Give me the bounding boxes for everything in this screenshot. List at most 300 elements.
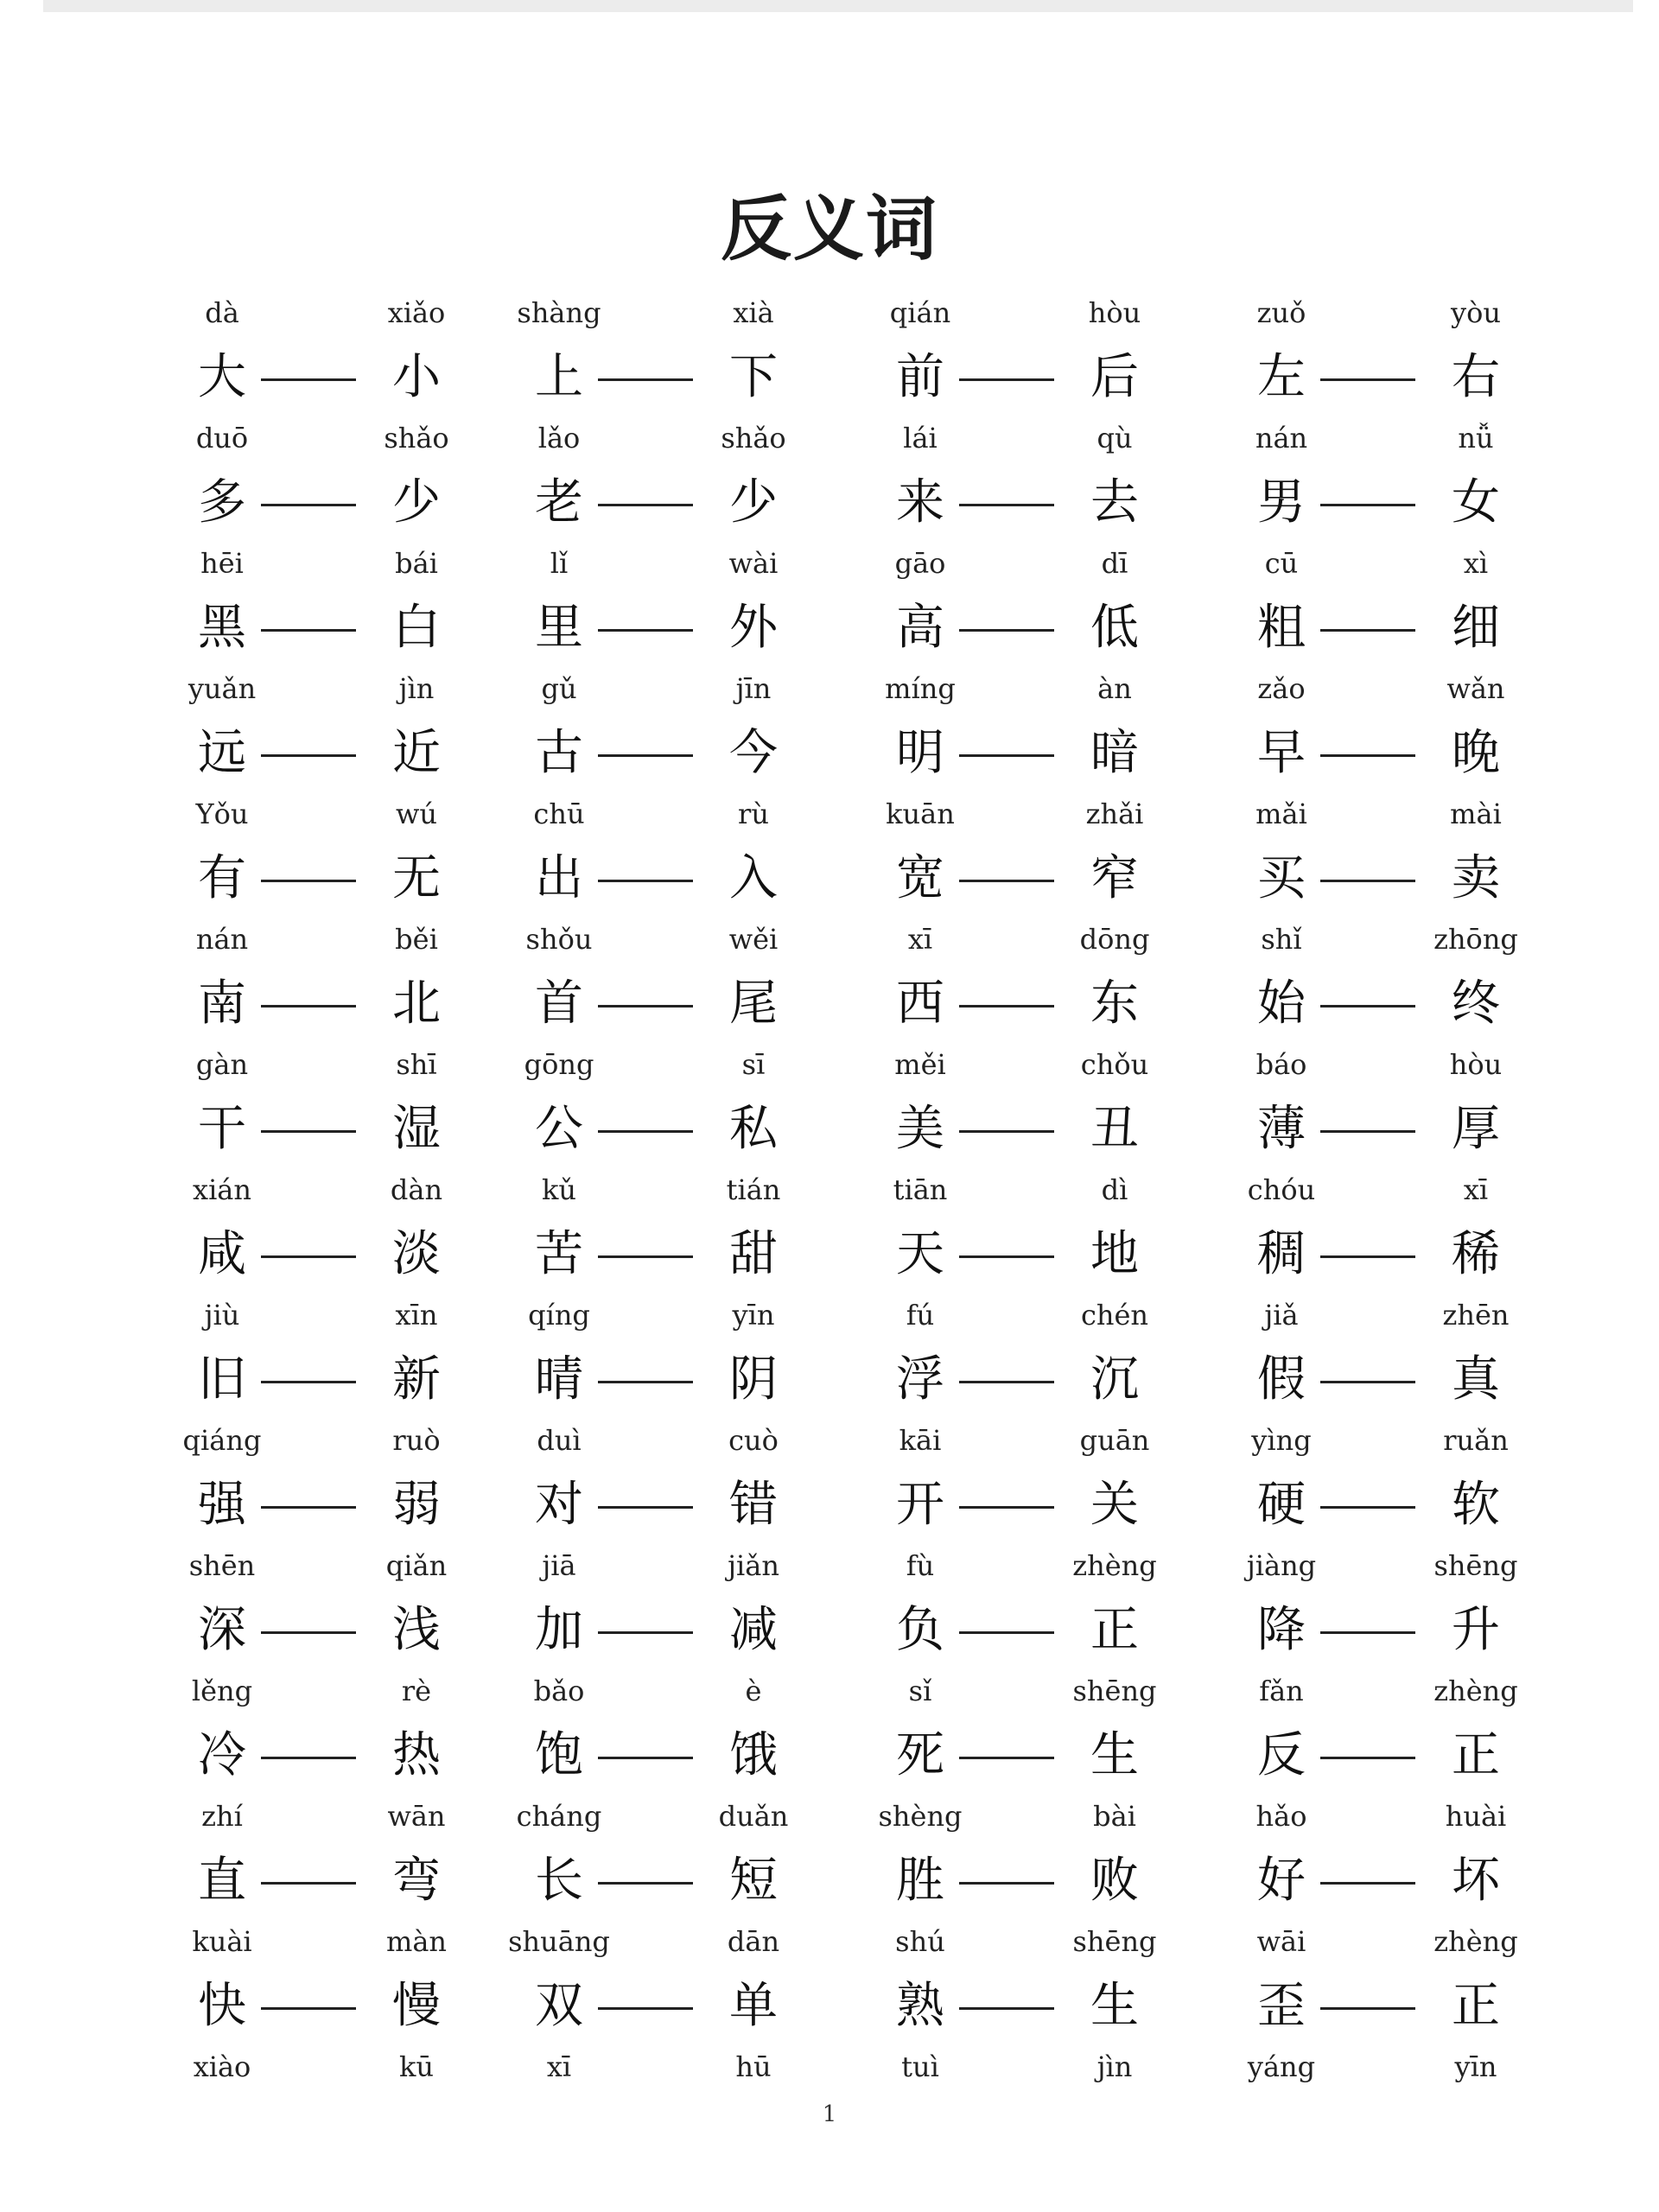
dash-separator bbox=[261, 1099, 356, 1160]
character-first: 男 bbox=[1257, 474, 1306, 531]
antonym-row bbox=[0, 1674, 1659, 1799]
pinyin-second: jiǎn bbox=[728, 1549, 779, 1582]
character-second: 正 bbox=[1090, 1602, 1139, 1658]
pinyin-first: hǎo bbox=[1255, 1800, 1307, 1833]
character-second: 正 bbox=[1452, 1727, 1500, 1783]
character-first: 早 bbox=[1257, 725, 1306, 781]
pinyin-second: rè bbox=[401, 1675, 432, 1707]
character-second: 无 bbox=[392, 850, 441, 906]
character-first: 晴 bbox=[535, 1351, 583, 1408]
dash-separator bbox=[1320, 473, 1415, 533]
dash-separator bbox=[959, 1350, 1054, 1410]
pinyin-first: měi bbox=[894, 1048, 946, 1081]
pinyin-second: hū bbox=[735, 2050, 772, 2083]
pinyin-second: zhōng bbox=[1433, 923, 1518, 956]
pinyin-second: hòu bbox=[1088, 296, 1141, 329]
character-second: 错 bbox=[729, 1477, 778, 1533]
character-second: 细 bbox=[1452, 600, 1500, 656]
character-first: 明 bbox=[896, 725, 944, 781]
pinyin-second: guān bbox=[1079, 1424, 1150, 1457]
character-first: 高 bbox=[896, 600, 944, 656]
dash-separator bbox=[261, 723, 356, 784]
pinyin-second: dī bbox=[1101, 547, 1128, 580]
antonym-pair bbox=[1251, 922, 1588, 1047]
pinyin-first: fú bbox=[906, 1299, 935, 1332]
antonym-pair bbox=[890, 1548, 1227, 1674]
pinyin-second: rù bbox=[738, 798, 769, 830]
antonym-pair bbox=[192, 421, 529, 546]
character-first: 美 bbox=[896, 1101, 944, 1157]
dash-separator bbox=[598, 1726, 693, 1786]
pinyin-first: yuǎn bbox=[188, 672, 257, 705]
character-first: 歪 bbox=[1257, 1978, 1306, 2034]
character-first: 降 bbox=[1257, 1602, 1306, 1658]
character-first: 快 bbox=[198, 1978, 246, 2034]
character-second: 浅 bbox=[392, 1602, 441, 1658]
dash-separator bbox=[959, 1976, 1054, 2037]
character-first: 反 bbox=[1257, 1727, 1306, 1783]
character-second: 入 bbox=[729, 850, 778, 906]
dash-separator bbox=[261, 347, 356, 408]
pinyin-first: tuì bbox=[901, 2050, 939, 2083]
antonym-pair bbox=[890, 922, 1227, 1047]
character-second: 晚 bbox=[1452, 725, 1500, 781]
antonym-row bbox=[0, 546, 1659, 671]
character-second: 关 bbox=[1090, 1477, 1139, 1533]
page-title: 反义词 bbox=[720, 188, 938, 270]
dash-separator bbox=[1320, 1600, 1415, 1661]
pinyin-first: nán bbox=[195, 923, 249, 956]
pinyin-second: àn bbox=[1097, 672, 1132, 705]
dash-separator bbox=[598, 1224, 693, 1285]
character-first: 买 bbox=[1257, 850, 1306, 906]
pinyin-first: sǐ bbox=[908, 1675, 932, 1707]
dash-separator bbox=[1320, 347, 1415, 408]
dash-separator bbox=[261, 473, 356, 533]
antonym-pair bbox=[1251, 546, 1588, 671]
pinyin-first: chóu bbox=[1247, 1173, 1316, 1206]
dash-separator bbox=[261, 1475, 356, 1535]
pinyin-first: dà bbox=[205, 296, 239, 329]
antonym-pair bbox=[188, 671, 529, 797]
character-first: 饱 bbox=[535, 1727, 583, 1783]
character-first: 旧 bbox=[198, 1351, 246, 1408]
antonym-pair bbox=[886, 797, 1227, 922]
pinyin-first: xī bbox=[546, 2050, 572, 2083]
character-second: 生 bbox=[1090, 1727, 1139, 1783]
character-second: 右 bbox=[1452, 349, 1500, 405]
character-second: 终 bbox=[1452, 976, 1500, 1032]
antonym-pair bbox=[890, 546, 1227, 671]
pinyin-first: nán bbox=[1255, 422, 1308, 454]
dash-separator bbox=[1320, 1976, 1415, 2037]
pinyin-second: xì bbox=[1463, 547, 1489, 580]
pinyin-first: qiáng bbox=[182, 1424, 262, 1457]
character-second: 少 bbox=[729, 474, 778, 531]
dash-separator bbox=[261, 849, 356, 909]
antonym-pair bbox=[529, 1423, 866, 1548]
pinyin-first: lǐ bbox=[550, 547, 569, 580]
pinyin-first: zuǒ bbox=[1256, 296, 1306, 329]
character-second: 坏 bbox=[1452, 1853, 1500, 1909]
character-first: 上 bbox=[535, 349, 583, 405]
pinyin-first: jiù bbox=[204, 1299, 240, 1332]
character-second: 正 bbox=[1452, 1978, 1500, 2034]
page-number: 1 bbox=[822, 2101, 837, 2127]
character-first: 出 bbox=[535, 850, 583, 906]
antonym-pair bbox=[192, 296, 529, 421]
dash-separator bbox=[1320, 1851, 1415, 1911]
pinyin-second: tián bbox=[726, 1173, 781, 1206]
antonym-pair bbox=[192, 546, 529, 671]
character-first: 好 bbox=[1257, 1853, 1306, 1909]
pinyin-first: qián bbox=[889, 296, 951, 329]
character-second: 地 bbox=[1090, 1226, 1139, 1282]
dash-separator bbox=[598, 1976, 693, 2037]
pinyin-first: qíng bbox=[528, 1299, 590, 1332]
pinyin-first: báo bbox=[1255, 1048, 1307, 1081]
pinyin-second: bài bbox=[1093, 1800, 1136, 1833]
pinyin-second: zhēn bbox=[1442, 1299, 1510, 1332]
pinyin-second: zhèng bbox=[1433, 1925, 1518, 1958]
character-second: 窄 bbox=[1090, 850, 1139, 906]
character-first: 稠 bbox=[1257, 1226, 1306, 1282]
dash-separator bbox=[261, 974, 356, 1034]
character-first: 冷 bbox=[198, 1727, 246, 1783]
dash-separator bbox=[1320, 1224, 1415, 1285]
character-first: 强 bbox=[198, 1477, 246, 1533]
dash-separator bbox=[261, 1600, 356, 1661]
character-first: 深 bbox=[198, 1602, 246, 1658]
character-second: 新 bbox=[392, 1351, 441, 1408]
pinyin-first: gàn bbox=[195, 1048, 249, 1081]
pinyin-second: kū bbox=[399, 2050, 434, 2083]
pinyin-second: yīn bbox=[1454, 2050, 1497, 2083]
pinyin-first: wāi bbox=[1256, 1925, 1306, 1958]
pinyin-first: shú bbox=[895, 1925, 945, 1958]
antonym-pair bbox=[890, 421, 1227, 546]
antonym-pair bbox=[508, 1924, 866, 2050]
pinyin-second: shēng bbox=[1433, 1549, 1518, 1582]
character-second: 热 bbox=[392, 1727, 441, 1783]
antonym-row bbox=[0, 1924, 1659, 2050]
character-first: 大 bbox=[198, 349, 246, 405]
dash-separator bbox=[1320, 849, 1415, 909]
dash-separator bbox=[1320, 598, 1415, 658]
antonym-pair bbox=[192, 797, 529, 922]
character-first: 假 bbox=[1257, 1351, 1306, 1408]
character-first: 西 bbox=[896, 976, 944, 1032]
dash-separator bbox=[598, 974, 693, 1034]
dash-separator bbox=[598, 1350, 693, 1410]
character-second: 甜 bbox=[729, 1226, 778, 1282]
character-second: 近 bbox=[392, 725, 441, 781]
antonym-pair bbox=[885, 671, 1227, 797]
antonym-row bbox=[0, 1047, 1659, 1173]
antonym-pair bbox=[1251, 797, 1588, 922]
character-first: 负 bbox=[896, 1602, 944, 1658]
pinyin-first: yìng bbox=[1251, 1424, 1312, 1457]
antonym-row bbox=[0, 797, 1659, 922]
pinyin-second: wān bbox=[387, 1800, 446, 1833]
antonym-pair bbox=[529, 671, 866, 797]
antonym-pair bbox=[182, 1423, 529, 1548]
antonym-pair bbox=[529, 1548, 866, 1674]
character-second: 升 bbox=[1452, 1602, 1500, 1658]
dash-separator bbox=[598, 1475, 693, 1535]
character-first: 胜 bbox=[896, 1853, 944, 1909]
character-first: 熟 bbox=[896, 1978, 944, 2034]
pinyin-second: mài bbox=[1450, 798, 1502, 830]
antonym-row bbox=[0, 421, 1659, 546]
pinyin-first: shàng bbox=[517, 296, 601, 329]
pinyin-first: tiān bbox=[893, 1173, 948, 1206]
dash-separator bbox=[959, 1851, 1054, 1911]
antonym-pair bbox=[890, 1924, 1227, 2050]
dash-separator bbox=[1320, 1099, 1415, 1160]
pinyin-first: xián bbox=[193, 1173, 251, 1206]
pinyin-first: fǎn bbox=[1259, 1675, 1304, 1707]
antonym-pair bbox=[1251, 1298, 1588, 1423]
antonym-row bbox=[0, 1799, 1659, 1924]
pinyin-second: wú bbox=[396, 798, 437, 830]
pinyin-second: zhǎi bbox=[1085, 798, 1144, 830]
character-first: 黑 bbox=[198, 600, 246, 656]
character-second: 女 bbox=[1452, 474, 1500, 531]
pinyin-first: gōng bbox=[524, 1048, 594, 1081]
antonym-pair bbox=[529, 797, 866, 922]
antonym-row bbox=[0, 1298, 1659, 1423]
character-second: 小 bbox=[392, 349, 441, 405]
character-second: 今 bbox=[729, 725, 778, 781]
pinyin-second: shēng bbox=[1072, 1675, 1157, 1707]
antonym-pair bbox=[529, 546, 866, 671]
pinyin-second: màn bbox=[385, 1925, 448, 1958]
antonym-pair bbox=[890, 1674, 1227, 1799]
dash-separator bbox=[959, 1600, 1054, 1661]
character-first: 双 bbox=[535, 1978, 583, 2034]
dash-separator bbox=[959, 974, 1054, 1034]
antonym-pair bbox=[192, 1799, 529, 1924]
antonym-pair bbox=[1251, 1047, 1588, 1173]
pinyin-first: xiào bbox=[193, 2050, 251, 2083]
character-second: 弯 bbox=[392, 1853, 441, 1909]
antonym-row bbox=[0, 1423, 1659, 1548]
character-second: 败 bbox=[1090, 1853, 1139, 1909]
dash-separator bbox=[959, 347, 1054, 408]
pinyin-second: bái bbox=[395, 547, 438, 580]
dash-separator bbox=[1320, 1475, 1415, 1535]
pinyin-first: xī bbox=[907, 923, 933, 956]
antonym-pair bbox=[192, 1173, 529, 1298]
antonym-pair bbox=[1251, 1423, 1588, 1548]
pinyin-second: jìn bbox=[398, 672, 435, 705]
pinyin-first: jiǎ bbox=[1264, 1299, 1299, 1332]
pinyin-second: qù bbox=[1096, 422, 1133, 454]
dash-separator bbox=[261, 1726, 356, 1786]
pinyin-second: shǎo bbox=[384, 422, 449, 454]
dash-separator bbox=[598, 849, 693, 909]
pinyin-second: yòu bbox=[1451, 296, 1501, 329]
character-first: 宽 bbox=[896, 850, 944, 906]
pinyin-second: chǒu bbox=[1080, 1048, 1149, 1081]
antonym-pair bbox=[188, 1548, 529, 1674]
pinyin-second: dōng bbox=[1079, 923, 1150, 956]
pinyin-second: wǎn bbox=[1446, 672, 1505, 705]
pinyin-second: yīn bbox=[732, 1299, 775, 1332]
dash-separator bbox=[959, 1099, 1054, 1160]
pinyin-first: Yǒu bbox=[195, 798, 249, 830]
character-second: 少 bbox=[392, 474, 441, 531]
character-first: 始 bbox=[1257, 976, 1306, 1032]
pinyin-second: xiǎo bbox=[387, 296, 446, 329]
dash-separator bbox=[598, 598, 693, 658]
dash-separator bbox=[261, 598, 356, 658]
antonym-pair bbox=[1246, 1548, 1588, 1674]
character-first: 浮 bbox=[896, 1351, 944, 1408]
antonym-pair bbox=[1251, 421, 1588, 546]
character-second: 下 bbox=[729, 349, 778, 405]
character-first: 南 bbox=[198, 976, 246, 1032]
pinyin-first: duì bbox=[537, 1424, 582, 1457]
dash-separator bbox=[959, 1726, 1054, 1786]
dash-separator bbox=[1320, 723, 1415, 784]
pinyin-second: dì bbox=[1101, 1173, 1128, 1206]
pinyin-second: duǎn bbox=[718, 1800, 789, 1833]
pinyin-second: běi bbox=[395, 923, 438, 956]
character-first: 老 bbox=[535, 474, 583, 531]
character-first: 里 bbox=[535, 600, 583, 656]
character-second: 稀 bbox=[1452, 1226, 1500, 1282]
dash-separator bbox=[598, 1600, 693, 1661]
dash-separator bbox=[598, 473, 693, 533]
character-first: 远 bbox=[198, 725, 246, 781]
pinyin-second: dān bbox=[727, 1925, 780, 1958]
antonym-pair bbox=[529, 1298, 866, 1423]
pinyin-first: hēi bbox=[200, 547, 244, 580]
pinyin-first: kuān bbox=[886, 798, 955, 830]
character-second: 软 bbox=[1452, 1477, 1500, 1533]
character-second: 淡 bbox=[392, 1226, 441, 1282]
pinyin-second: xī bbox=[1463, 1173, 1489, 1206]
pinyin-first: kǔ bbox=[542, 1173, 576, 1206]
character-first: 左 bbox=[1257, 349, 1306, 405]
pinyin-first: cháng bbox=[516, 1800, 602, 1833]
character-second: 外 bbox=[729, 600, 778, 656]
character-second: 阴 bbox=[729, 1351, 778, 1408]
character-second: 后 bbox=[1090, 349, 1139, 405]
pinyin-second: xià bbox=[733, 296, 774, 329]
dash-separator bbox=[959, 1475, 1054, 1535]
antonym-pair bbox=[192, 922, 529, 1047]
pinyin-second: shēng bbox=[1072, 1925, 1157, 1958]
pinyin-second: jìn bbox=[1096, 2050, 1133, 2083]
pinyin-second: ruǎn bbox=[1443, 1424, 1509, 1457]
pinyin-first: fù bbox=[906, 1549, 935, 1582]
character-first: 有 bbox=[198, 850, 246, 906]
character-second: 弱 bbox=[392, 1477, 441, 1533]
pinyin-second: wěi bbox=[728, 923, 779, 956]
character-first: 薄 bbox=[1257, 1101, 1306, 1157]
pinyin-first: shǐ bbox=[1261, 923, 1302, 956]
pinyin-first: kuài bbox=[192, 1925, 252, 1958]
pinyin-first: zǎo bbox=[1257, 672, 1306, 705]
character-first: 加 bbox=[535, 1602, 583, 1658]
pinyin-second: dàn bbox=[390, 1173, 443, 1206]
pinyin-first: gāo bbox=[894, 547, 946, 580]
character-first: 干 bbox=[198, 1101, 246, 1157]
character-first: 来 bbox=[896, 474, 944, 531]
pinyin-second: huài bbox=[1445, 1800, 1507, 1833]
character-first: 粗 bbox=[1257, 600, 1306, 656]
pinyin-second: hòu bbox=[1449, 1048, 1503, 1081]
pinyin-first: gǔ bbox=[541, 672, 577, 705]
character-first: 多 bbox=[198, 474, 246, 531]
dash-separator bbox=[959, 473, 1054, 533]
pinyin-second: xīn bbox=[395, 1299, 438, 1332]
character-second: 私 bbox=[729, 1101, 778, 1157]
pinyin-first: shuāng bbox=[508, 1925, 610, 1958]
character-second: 东 bbox=[1090, 976, 1139, 1032]
dash-separator bbox=[261, 1851, 356, 1911]
antonym-pair bbox=[516, 1799, 866, 1924]
dash-separator bbox=[261, 1976, 356, 2037]
pinyin-first: kāi bbox=[899, 1424, 942, 1457]
character-second: 湿 bbox=[392, 1101, 441, 1157]
pinyin-second: sī bbox=[741, 1048, 766, 1081]
character-second: 生 bbox=[1090, 1978, 1139, 2034]
antonym-pair bbox=[1247, 1173, 1588, 1298]
character-second: 减 bbox=[729, 1602, 778, 1658]
antonym-pair bbox=[529, 1674, 866, 1799]
pinyin-second: zhèng bbox=[1433, 1675, 1518, 1707]
pinyin-first: lái bbox=[903, 422, 938, 454]
antonym-pair bbox=[890, 1423, 1227, 1548]
character-first: 首 bbox=[535, 976, 583, 1032]
pinyin-second: cuò bbox=[728, 1424, 779, 1457]
pinyin-first: bǎo bbox=[533, 1675, 585, 1707]
antonym-pair bbox=[890, 1047, 1227, 1173]
pinyin-first: zhí bbox=[201, 1800, 243, 1833]
pinyin-second: shǎo bbox=[721, 422, 786, 454]
antonym-pair bbox=[1251, 296, 1588, 421]
pinyin-first: shēn bbox=[188, 1549, 256, 1582]
character-second: 暗 bbox=[1090, 725, 1139, 781]
antonym-pair bbox=[192, 1924, 529, 2050]
character-second: 厚 bbox=[1452, 1101, 1500, 1157]
antonym-row bbox=[0, 1548, 1659, 1674]
pinyin-second: shī bbox=[396, 1048, 437, 1081]
character-first: 前 bbox=[896, 349, 944, 405]
character-second: 慢 bbox=[392, 1978, 441, 2034]
character-first: 开 bbox=[896, 1477, 944, 1533]
pinyin-first: yáng bbox=[1247, 2050, 1316, 2083]
character-second: 饿 bbox=[729, 1727, 778, 1783]
antonym-pair bbox=[878, 1799, 1227, 1924]
character-first: 古 bbox=[535, 725, 583, 781]
antonym-pair bbox=[192, 1674, 529, 1799]
character-first: 直 bbox=[198, 1853, 246, 1909]
pinyin-second: jīn bbox=[735, 672, 772, 705]
antonym-pair bbox=[192, 1047, 529, 1173]
dash-separator bbox=[261, 1350, 356, 1410]
character-first: 公 bbox=[535, 1101, 583, 1157]
character-first: 对 bbox=[535, 1477, 583, 1533]
pinyin-second: nǚ bbox=[1458, 422, 1494, 454]
pinyin-second: chén bbox=[1080, 1299, 1149, 1332]
antonym-pair bbox=[1251, 1799, 1588, 1924]
dash-separator bbox=[959, 849, 1054, 909]
